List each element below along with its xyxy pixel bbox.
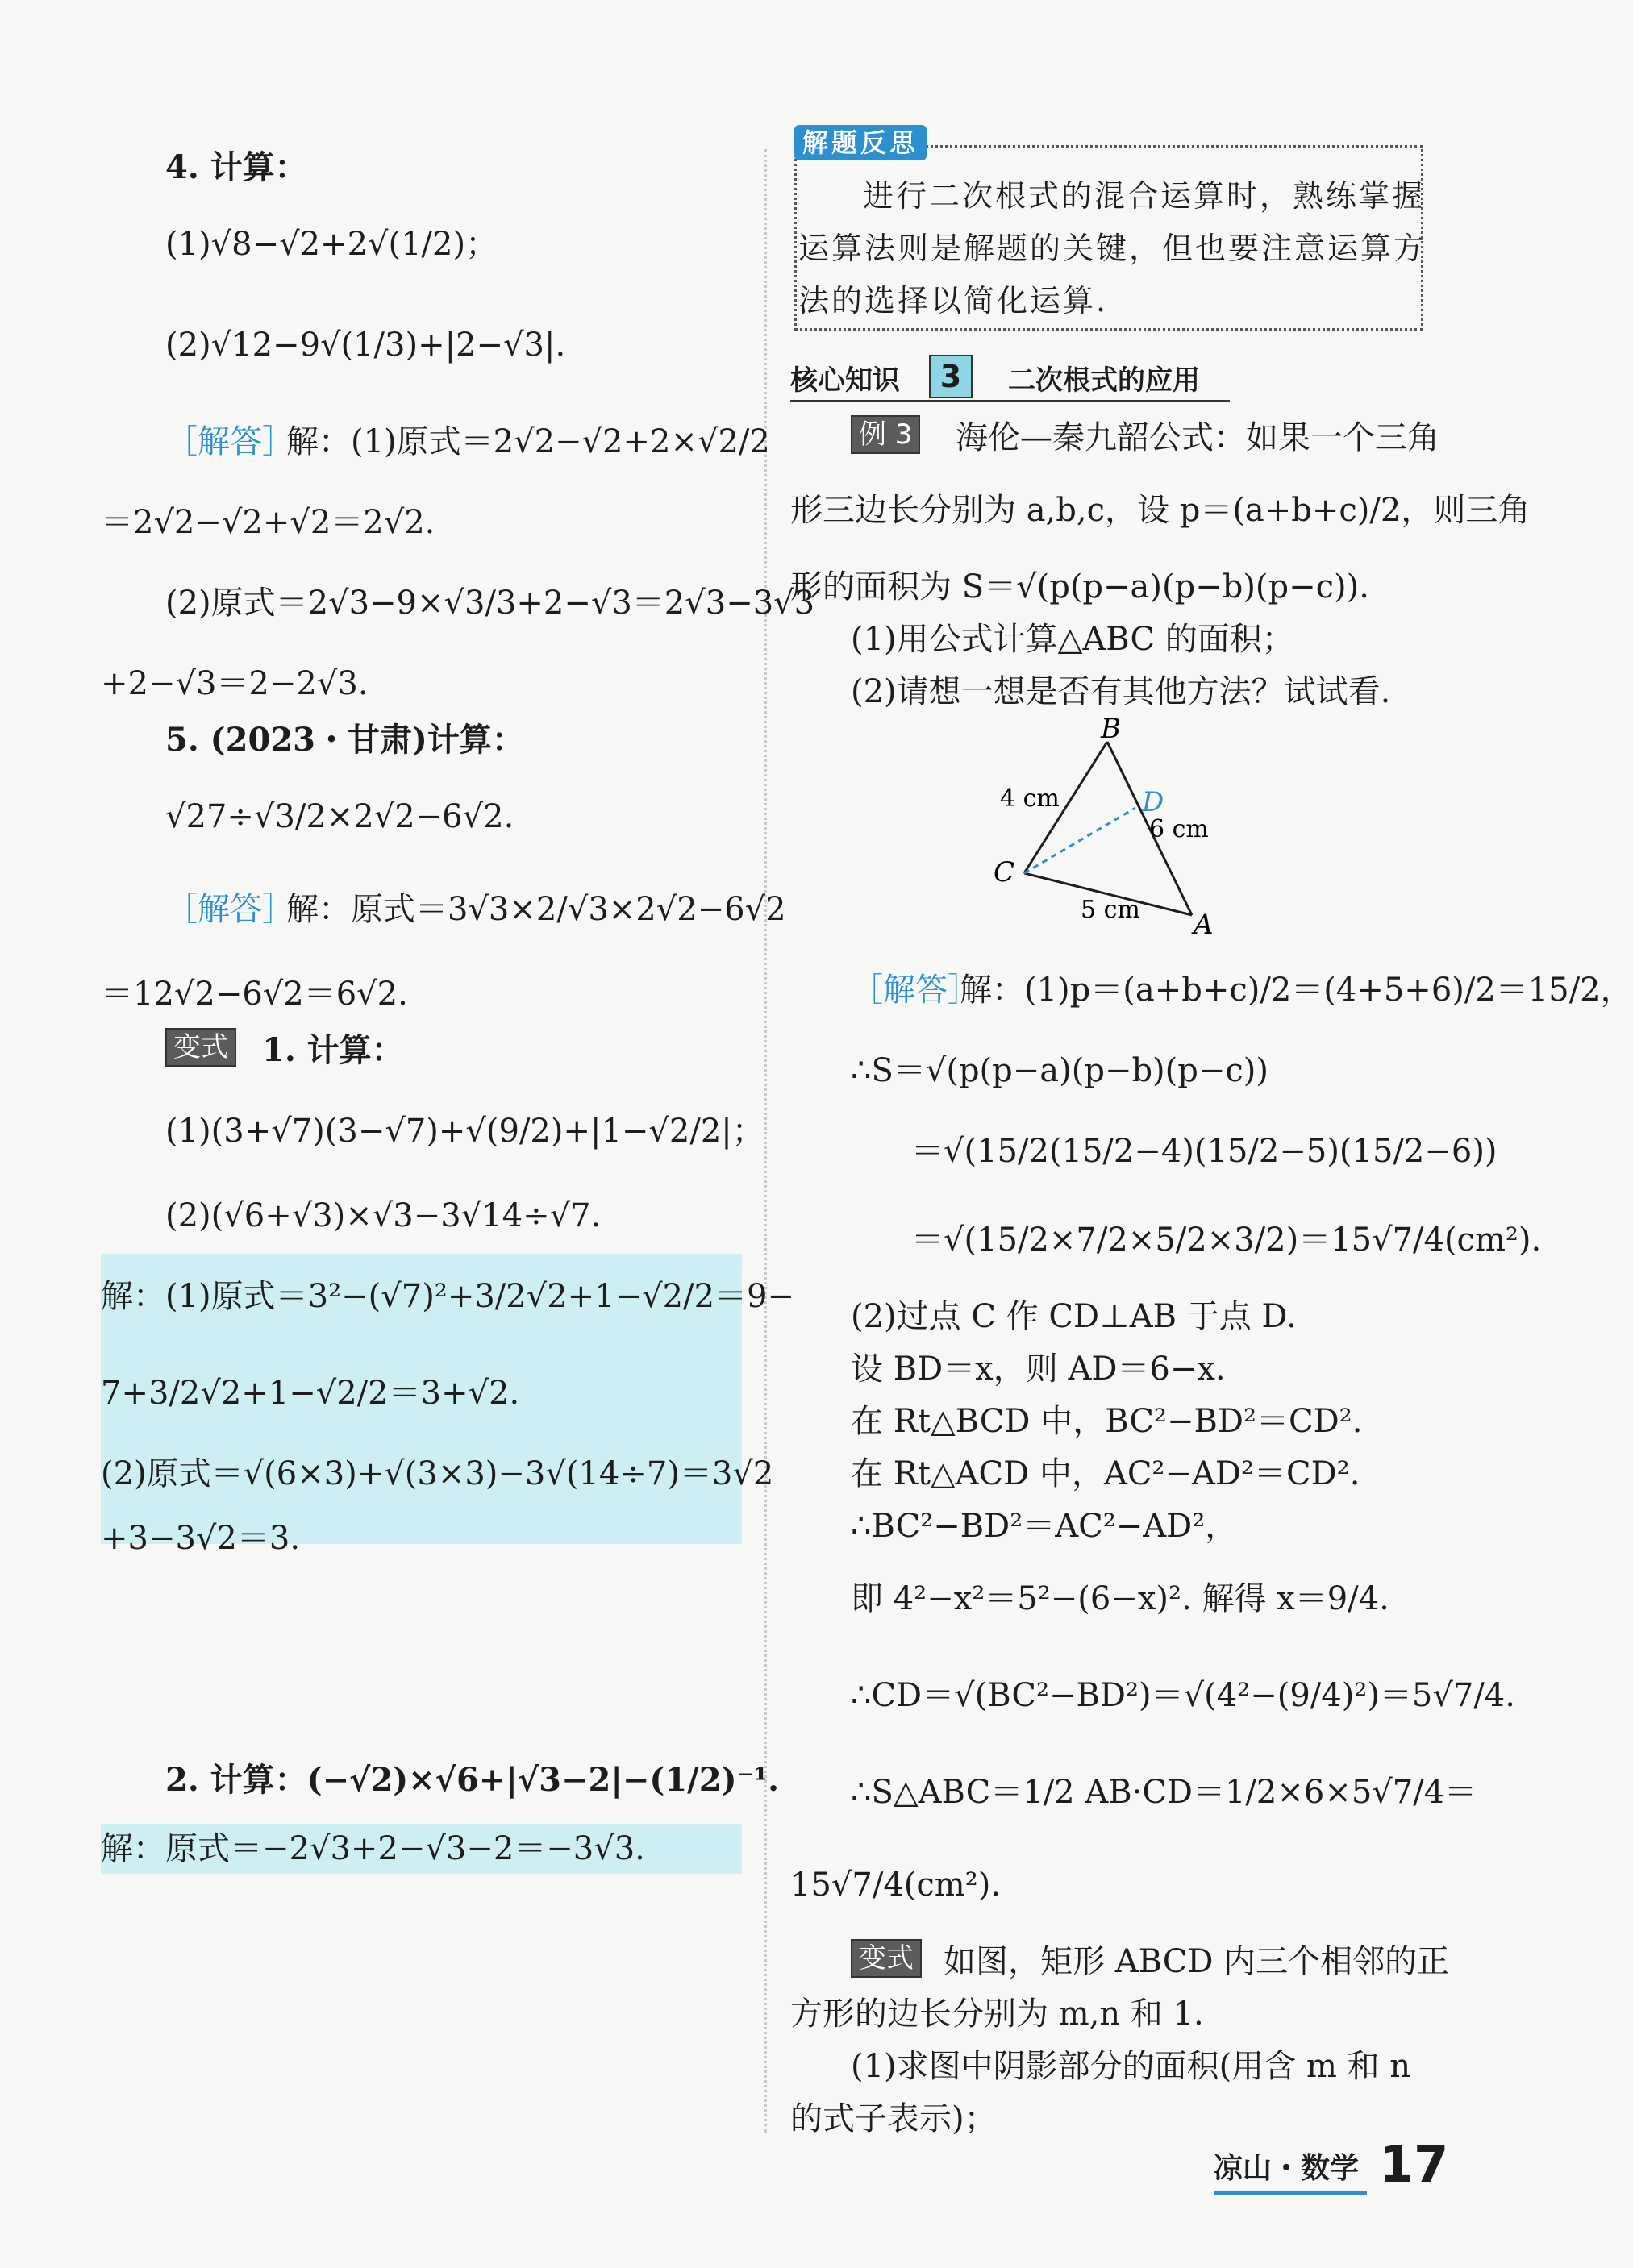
reflection-line-1: 进行二次根式的混合运算时，熟练掌握: [863, 178, 1426, 214]
solution-line-10: 即 4²−x²＝5²−(6−x)². 解得 x＝9/4.: [851, 1580, 1389, 1617]
section-label: 核心知识: [790, 364, 900, 397]
vertex-d-label: D: [1142, 786, 1164, 818]
solution-line-12: ∴S△ABC＝1/2 AB·CD＝1/2×6×5√7/4＝: [851, 1774, 1477, 1811]
solution-line-8: 在 Rt△ACD 中，AC²−AD²＝CD².: [851, 1455, 1360, 1492]
variant-line-3: (1)求图中阴影部分的面积(用含 m 和 n: [851, 2048, 1411, 2085]
solution-line-5: (2)过点 C 作 CD⊥AB 于点 D.: [851, 1298, 1297, 1335]
variant-line-4: 的式子表示)；: [790, 2100, 997, 2137]
variant-tag-right: 变式: [851, 1939, 922, 1978]
example-part-2: (2)请想一想是否有其他方法？试试看.: [851, 673, 1391, 710]
example-part-1: (1)用公式计算△ABC 的面积；: [851, 621, 1294, 658]
variant-line-2: 方形的边长分别为 m,n 和 1.: [790, 1995, 1204, 2033]
question-4-part-1: (1)√8−√2+2√(1/2)；: [165, 226, 498, 263]
variant-2-solution: 解：原式＝−2√3+2−√3−2＝−3√3.: [101, 1830, 645, 1867]
side-ab-label: 6 cm: [1149, 815, 1209, 843]
solution-line-1: 解：(1)p＝(a+b+c)/2＝(4+5+6)/2＝15/2，: [960, 972, 1633, 1009]
question-4-title: 4. 计算：: [165, 148, 307, 186]
variant-1-solution-2: 7+3/2√2+1−√2/2＝3+√2.: [101, 1375, 520, 1412]
section-number: 3: [929, 355, 973, 398]
solution-line-9: ∴BC²−BD²＝AC²−AD²，: [851, 1508, 1238, 1545]
footer-underline: [1214, 2191, 1367, 2195]
solution-line-4: ＝√(15/2×7/2×5/2×3/2)＝15√7/4(cm²).: [911, 1221, 1542, 1259]
variant-2-title: 2. 计算：(−√2)×√6+|√3−2|−(1/2)⁻¹.: [165, 1761, 780, 1799]
triangle-diagram: [992, 713, 1250, 943]
answer-label: ［解答］: [165, 423, 294, 460]
example-line-2: 形三边长分别为 a,b,c，设 p＝(a+b+c)/2，则三角: [790, 492, 1531, 529]
solution-line-2: ∴S＝√(p(p−a)(p−b)(p−c)): [851, 1052, 1269, 1089]
answer-4-line-4: +2−√3＝2−2√3.: [101, 665, 369, 702]
example-tag: 例 3: [851, 415, 920, 454]
answer-4-line-1: 解：(1)原式＝2√2−√2+2×√2/2: [286, 423, 770, 460]
answer-label: ［解答］: [851, 972, 980, 1009]
variant-1-solution-3: (2)原式＝√(6×3)+√(3×3)−3√(14÷7)＝3√2: [101, 1455, 774, 1492]
solution-line-3: ＝√(15/2(15/2−4)(15/2−5)(15/2−6)): [911, 1133, 1498, 1170]
question-5-title: 5. (2023・甘肃)计算：: [165, 721, 524, 759]
answer-4-line-2: ＝2√2−√2+√2＝2√2.: [101, 504, 435, 541]
variant-1-title: 1. 计算：: [262, 1031, 404, 1069]
solution-line-11: ∴CD＝√(BC²−BD²)＝√(4²−(9/4)²)＝5√7/4.: [851, 1677, 1515, 1714]
answer-label: ［解答］: [165, 891, 294, 928]
side-ca-label: 5 cm: [1081, 896, 1140, 924]
footer-subject: 凉山・数学: [1214, 2152, 1360, 2185]
solution-line-6: 设 BD＝x，则 AD＝6−x.: [851, 1350, 1226, 1388]
variant-1-solution-1: 解：(1)原式＝3²−(√7)²+3/2√2+1−√2/2＝9−: [101, 1278, 794, 1315]
vertex-a-label: A: [1194, 909, 1214, 941]
section-title: 二次根式的应用: [1008, 364, 1200, 397]
variant-tag: 变式: [165, 1028, 236, 1067]
solution-line-7: 在 Rt△BCD 中，BC²−BD²＝CD².: [851, 1403, 1363, 1440]
solution-line-13: 15√7/4(cm²).: [790, 1866, 1002, 1904]
example-line-1: 海伦—秦九韶公式：如果一个三角: [956, 419, 1439, 456]
example-line-3: 形的面积为 S＝√(p(p−a)(p−b)(p−c)).: [790, 568, 1369, 605]
reflection-line-2: 运算法则是解题的关键，但也要注意运算方: [798, 231, 1427, 266]
question-4-part-2: (2)√12−9√(1/3)+|2−√3|.: [165, 327, 566, 364]
variant-line-1: 如图，矩形 ABCD 内三个相邻的正: [944, 1943, 1450, 1980]
reflection-tag: 解题反思: [794, 125, 927, 160]
vertex-b-label: B: [1101, 713, 1121, 745]
reflection-line-3: 法的选择以简化运算.: [798, 283, 1109, 318]
section-header: [790, 355, 1230, 402]
variant-1-part-1: (1)(3+√7)(3−√7)+√(9/2)+|1−√2/2|；: [165, 1113, 764, 1150]
answer-5-line-2: ＝12√2−6√2＝6√2.: [101, 976, 408, 1013]
side-cb-label: 4 cm: [1000, 784, 1060, 813]
vertex-c-label: C: [994, 856, 1015, 888]
question-5-expression: √27÷√3/2×2√2−6√2.: [165, 798, 514, 835]
page-number: 17: [1379, 2135, 1449, 2194]
answer-5-line-1: 解：原式＝3√3×2/√3×2√2−6√2: [286, 891, 786, 928]
variant-1-part-2: (2)(√6+√3)×√3−3√14÷√7.: [165, 1197, 602, 1234]
variant-1-solution-4: +3−3√2＝3.: [101, 1520, 301, 1557]
answer-4-line-3: (2)原式＝2√3−9×√3/3+2−√3＝2√3−3√3: [165, 585, 815, 622]
